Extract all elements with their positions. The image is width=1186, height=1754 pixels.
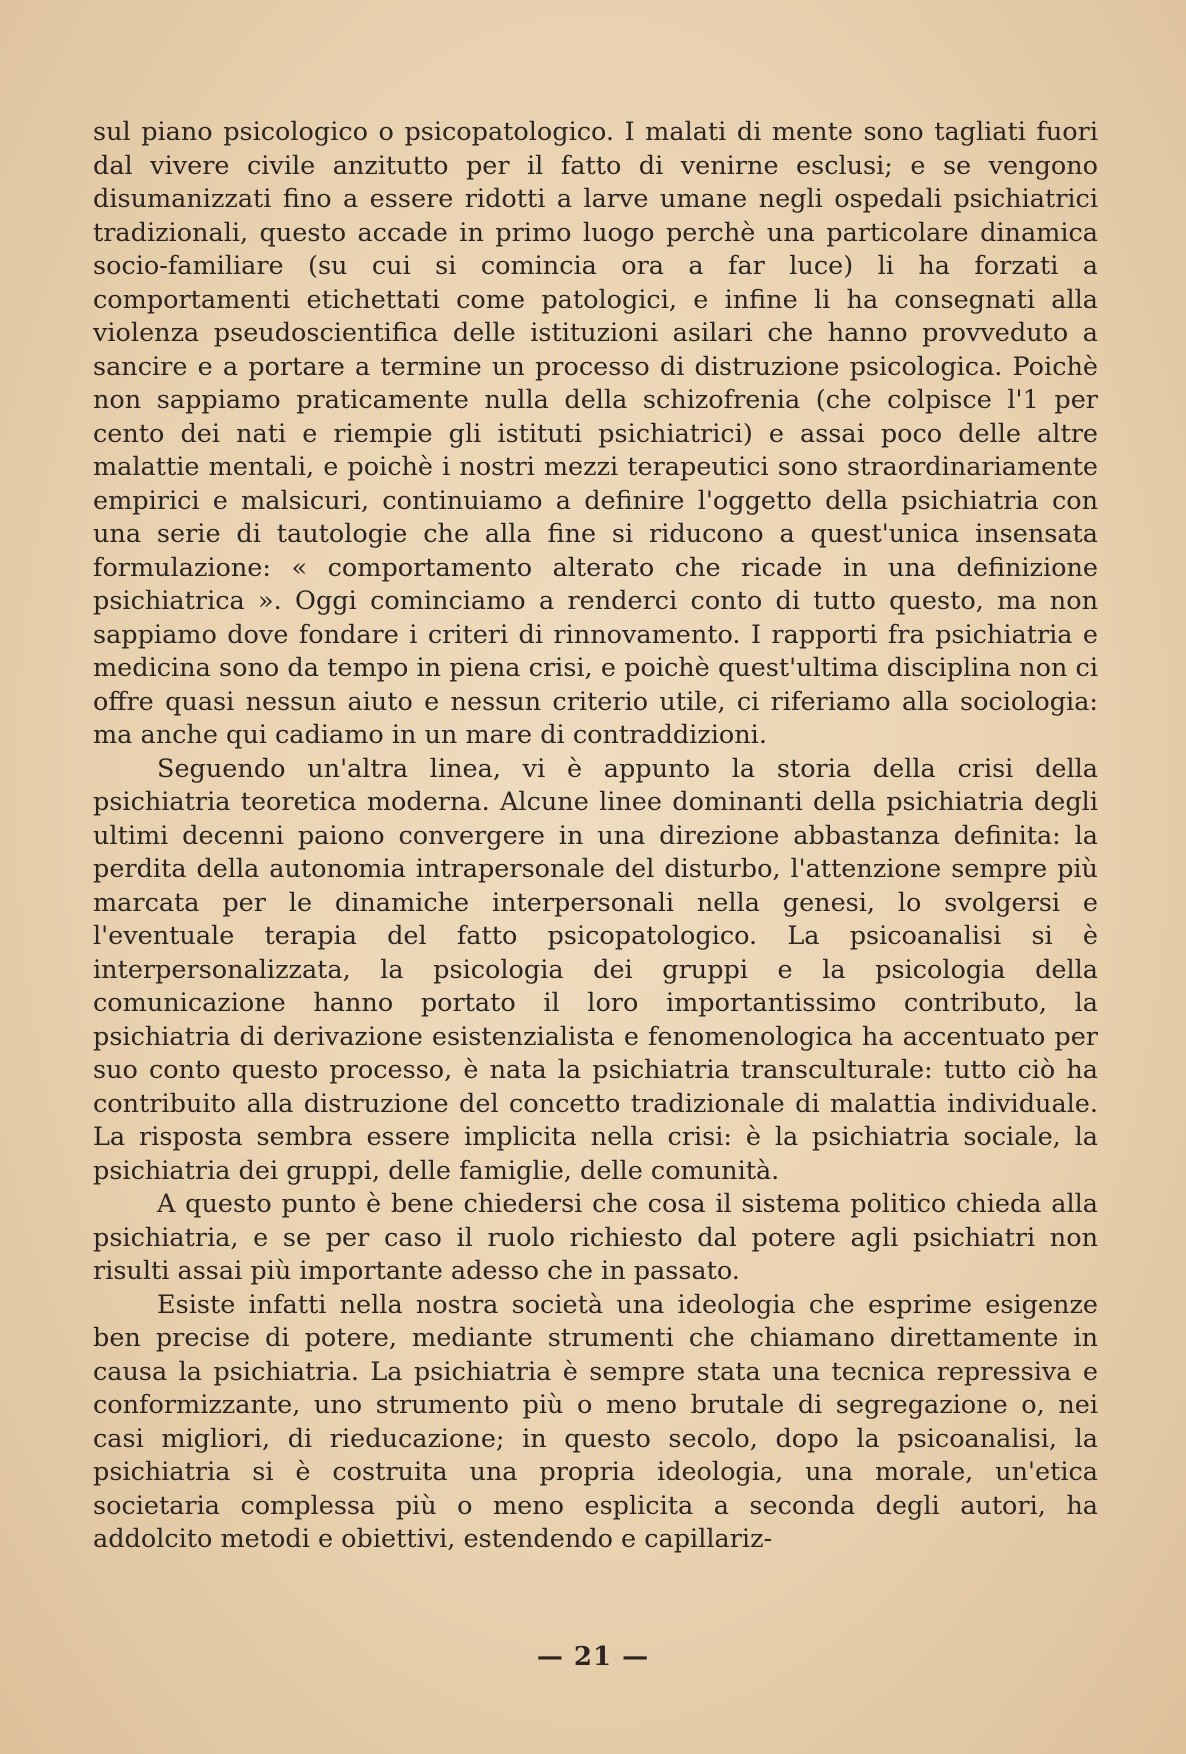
paragraph-2: Seguendo un'altra linea, vi è appunto la storia della crisi della psichiatria teoretica moderna. Alcune linee dominanti della psichiatria degli ultimi decenni paiono convergere in una direzione abbastanza definita: la perdita della autonomia intrapersonale del disturbo, l'attenzione sempre più marcata per le dinamiche interpersonali nella genesi, lo svolgersi e l'eventuale terapia del fatto psicopatologico. La psicoanalisi si è interpersonalizzata, la psicologia dei gruppi e la psicologia della comunicazione hanno portato il loro importantissimo contributo, la psichiatria di derivazione esistenzialista e fenomenologica ha accentuato per suo conto questo processo, è nata la psichiatria transculturale: tutto ciò ha contribuito alla distruzione del concetto tradizionale di malattia individuale. La risposta sembra essere implicita nella crisi: è la psichiatria sociale, la psichiatria dei gruppi, delle famiglie, delle comunità. (93, 753, 1098, 1186)
page-number: — 21 — (536, 1642, 650, 1672)
body-text (93, 116, 1098, 1557)
paragraph-4: Esiste infatti nella nostra società una ideologia che esprime esigenze ben precise di potere, mediante strumenti che chiamano direttamente in causa la psichiatria. La psichiatria è sempre stata una tecnica repressiva e conformizzante, uno strumento più o meno brutale di segregazione o, nei casi migliori, di rieducazione; in questo secolo, dopo la psicoanalisi, la psichiatria si è costruita una propria ideologia, una morale, un'etica societaria complessa più o meno esplicita a seconda degli autori, ha addolcito metodi e obiettivi, estendendo e capillariz- (93, 1289, 1098, 1554)
paragraph-1: sul piano psicologico o psicopatologico. I malati di mente sono tagliati fuori dal vivere civile anzitutto per il fatto di venirne esclusi; e se vengono disumanizzati fino a essere ridotti a larve umane negli ospedali psichiatrici tradizionali, questo accade in primo luogo perchè una particolare dinamica socio-familiare (su cui si comincia ora a far luce) li ha forzati a comportamenti etichettati come patologici, e infine li ha consegnati alla violenza pseudoscientifica delle istituzioni asilari che hanno provveduto a sancire e a portare a termine un processo di distruzione psicologica. Poichè non sappiamo praticamente nulla della schizofrenia (che colpisce l'1 per cento dei nati e riempie gli istituti psichiatrici) e assai poco delle altre malattie mentali, e poichè i nostri mezzi terapeutici sono straordinariamente empirici e malsicuri, continuiamo a definire l'oggetto della psichiatria con una serie di tautologie che alla fine si riducono a quest'unica insensata formulazione: « comportamento alterato che ricade in una definizione psichiatrica ». Oggi cominciamo a renderci conto di tutto questo, ma non sappiamo dove fondare i criteri di rinnovamento. I rapporti fra psichiatria e medicina sono da tempo in piena crisi, e poichè quest'ultima disciplina non ci offre quasi nessun aiuto e nessun criterio utile, ci riferiamo alla sociologia: ma anche qui cadiamo in un mare di contraddizioni. (93, 117, 1098, 750)
paragraph-3: A questo punto è bene chiedersi che cosa il sistema politico chieda alla psichiatria, e se per caso il ruolo richiesto dal potere agli psichiatri non risulti assai più importante adesso che in passato. (93, 1189, 1098, 1286)
